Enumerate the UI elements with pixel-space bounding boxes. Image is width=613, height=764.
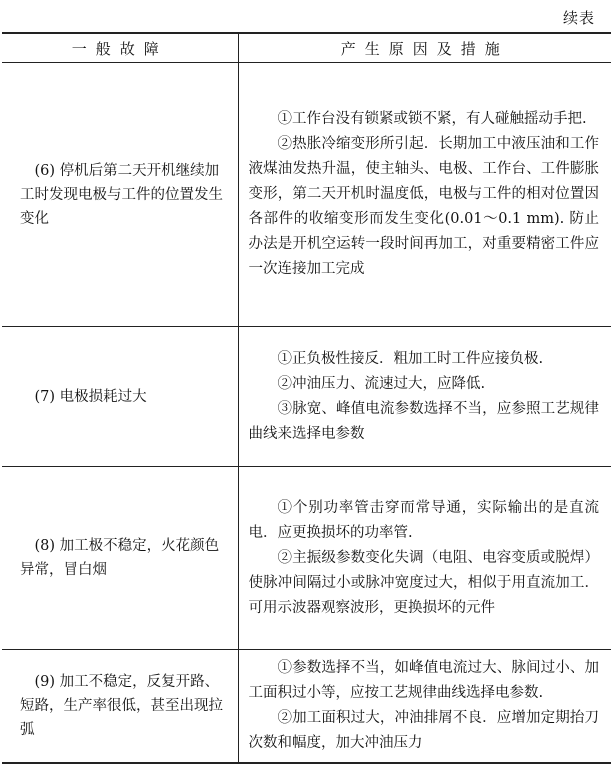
fault-text: (8) 加工极不稳定，火花颜色异常，冒白烟 bbox=[20, 538, 220, 578]
troubleshooting-table bbox=[2, 32, 611, 764]
fault-cell bbox=[2, 63, 238, 327]
cause-item: ①个别功率管击穿而常导通，实际输出的是直流电．应更换损坏的功率管. bbox=[248, 499, 599, 541]
cause-item: ①参数选择不当，如峰值电流过大、脉间过小、加工面积过小等，应按工艺规律曲线选择电参数. bbox=[248, 660, 599, 701]
fault-text: (9) 加工不稳定，反复开路、短路，生产率很低，甚至出现拉弧 bbox=[20, 674, 223, 738]
fault-text: (7) 电极损耗过大 bbox=[34, 388, 147, 405]
cause-item: ②热胀冷缩变形所引起．长期加工中液压油和工作液煤油发热升温，使主轴头、电极、工作台、工件膨胀变形，第二天开机时温度低，电极与工件的相对位置因各部件的收缩变形而发生变化(0.01～0.1 mm). 防止办法是开机空运转一段时间再加工，对重要精密工件应一次连接加工完成 bbox=[248, 136, 599, 277]
cause-item: ②主振级参数变化失调（电阻、电容变质或脱焊）使脉冲间隔过小或脉冲宽度过大，相似于用直流加工．可用示波器观察波形，更换损坏的元件 bbox=[248, 549, 599, 616]
table-row bbox=[2, 467, 611, 650]
table-header-row bbox=[2, 33, 611, 63]
cause-cell bbox=[238, 650, 611, 764]
header-fault: 一般故障 bbox=[2, 33, 238, 63]
fault-cell bbox=[2, 650, 238, 764]
cause-item: ①正负极性接反．粗加工时工件应接负极. bbox=[277, 350, 544, 367]
fault-text: (6) 停机后第二天开机继续加工时发现电极与工件的位置发生变化 bbox=[20, 162, 223, 227]
fault-cell bbox=[2, 327, 238, 467]
cause-item: ②加工面积过大，冲油排屑不良．应增加定期抬刀次数和幅度，加大冲油压力 bbox=[248, 710, 599, 751]
fault-cell bbox=[2, 467, 238, 650]
table-row bbox=[2, 650, 611, 764]
cause-item: ①工作台没有锁紧或锁不紧，有人碰触摇动手把. bbox=[277, 111, 587, 127]
header-cause: 产生原因及措施 bbox=[238, 33, 611, 63]
cause-item: ③脉宽、峰值电流参数选择不当，应参照工艺规律曲线来选择电参数 bbox=[248, 400, 599, 442]
continued-label: 续表 bbox=[562, 9, 595, 27]
table-row bbox=[2, 63, 611, 327]
table-row bbox=[2, 327, 611, 467]
cause-cell bbox=[238, 63, 611, 327]
cause-item: ②冲油压力、流速过大，应降低. bbox=[277, 375, 486, 392]
cause-cell bbox=[238, 327, 611, 467]
cause-cell bbox=[238, 467, 611, 650]
